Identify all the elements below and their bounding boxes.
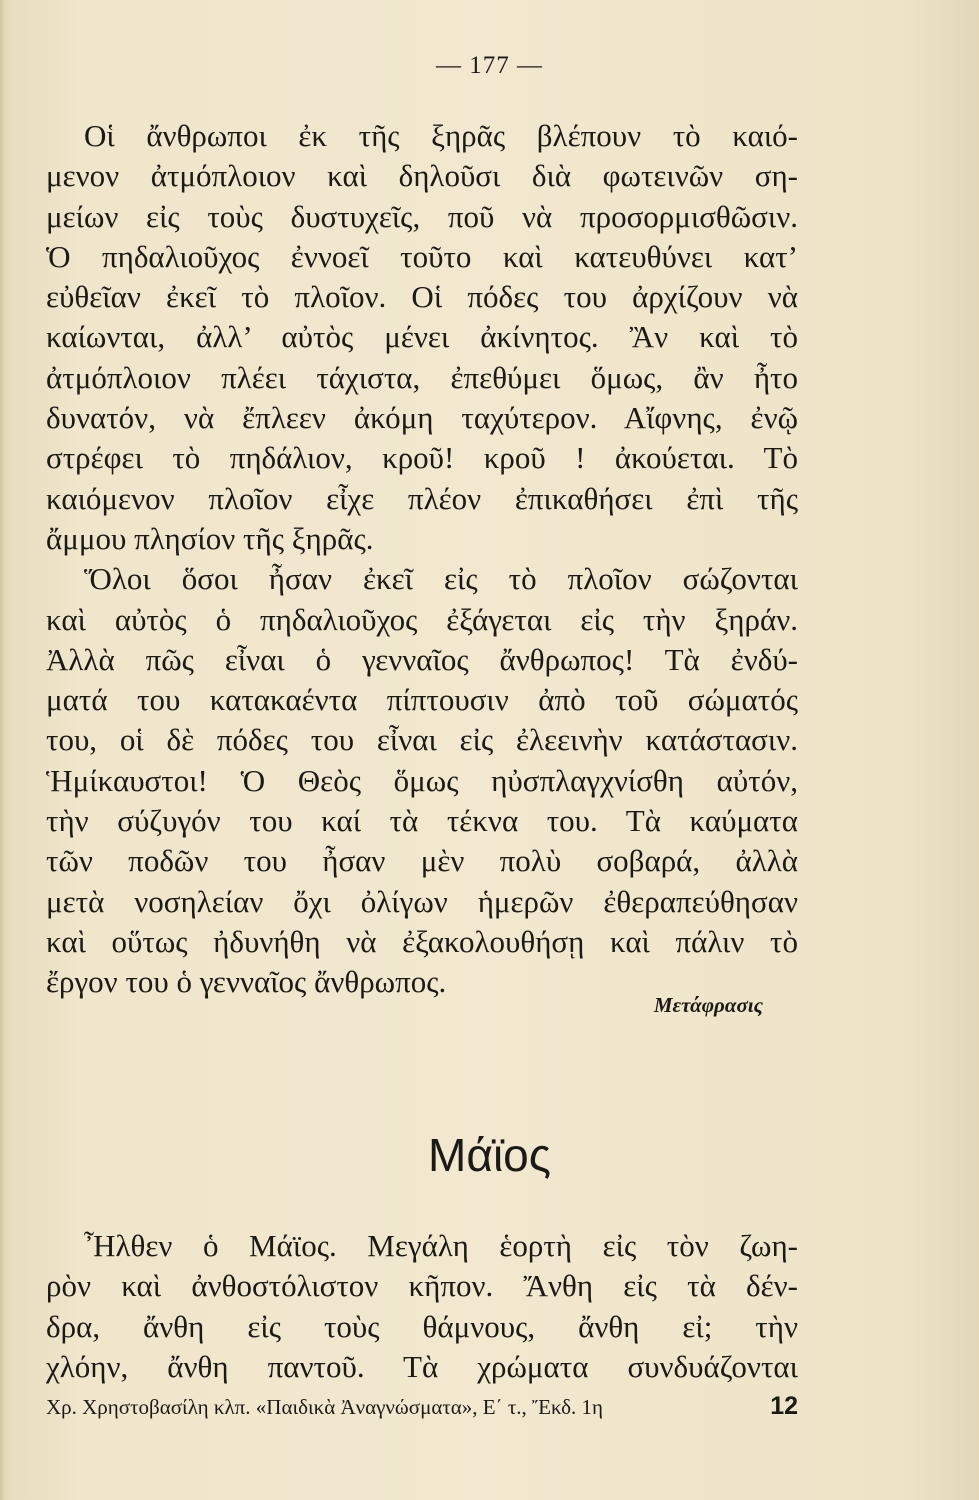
text-line: ἔργον του ὁ γενναῖος ἄνθρωπος. [46,964,447,1000]
text-line: Ἀλλὰ πῶς εἶναι ὁ γενναῖος ἄνθρωπος! Τὰ ἐνδύ- [46,641,798,677]
text-line: Ὁ πηδαλιοῦχος ἐννοεῖ τοῦτο καὶ κατευθύνει κατ’ [46,238,798,274]
book-citation: Χρ. Χρηστοβασίλη κλπ. «Παιδικὰ Ἀναγνώσματα», Ε΄ τ., Ἔκδ. 1η [46,1395,604,1419]
text-line: καιόμενον πλοῖον εἶχε πλέον ἐπικαθήσει ἐπὶ τῆς [46,480,798,516]
printer-signature-number: 12 [770,1392,798,1420]
text-line: καίωνται, ἀλλ’ αὐτὸς μένει ἀκίνητος. Ἂν καὶ τὸ [46,319,798,355]
text-line: καὶ οὕτως ἠδυνήθη νὰ ἐξακολουθήσῃ καὶ πάλιν τὸ [46,923,798,959]
text-line: εὐθεῖαν ἐκεῖ τὸ πλοῖον. Οἱ πόδες του ἀρχίζουν νὰ [46,279,798,315]
text-line: μετὰ νοσηλείαν ὄχι ὀλίγων ἡμερῶν ἐθεραπεύθησαν [46,883,798,919]
section-title: Μάϊος [428,1129,551,1181]
text-line: μενον ἀτμόπλοιον καὶ δηλοῦσι διὰ φωτεινῶν ση- [46,158,798,194]
text-line: τῶν ποδῶν του ἦσαν μὲν πολὺ σοβαρά, ἀλλὰ [46,843,798,879]
text-line: ἀτμόπλοιον πλέει τάχιστα, ἐπεθύμει ὅμως, ἂν ἦτο [46,359,798,395]
text-line: ματά του κατακαέντα πίπτουσιν ἀπὸ τοῦ σώματός [46,682,798,718]
text-line: ρὸν καὶ ἀνθοστόλιστον κῆπον. Ἄνθη εἰς τὰ δέν- [46,1268,798,1304]
text-line: Ἦλθεν ὁ Μάϊος. Μεγάλη ἑορτὴ εἰς τὸν ζωη- [84,1228,798,1263]
section-text [46,1226,798,1387]
text-line: Ὅλοι ὅσοι ἦσαν ἐκεῖ εἰς τὸ πλοῖον σώζονται [84,561,798,597]
text-line: καὶ αὐτὸς ὁ πηδαλιοῦχος ἐξάγεται εἰς τὴν ξηράν. [46,601,798,637]
text-line: Ἡμίκαυστοι! Ὁ Θεὸς ὅμως ηὐσπλαγχνίσθη αὐτόν, [46,762,798,798]
binding-shadow [0,0,6,1500]
text-line: του, οἱ δὲ πόδες του εἶναι εἰς ἐλεεινὴν κατάστασιν. [46,722,798,758]
text-line: τὴν σύζυγόν του καί τὰ τέκνα του. Τὰ καύματα [46,803,798,839]
story-text [46,116,798,1003]
text-line: δυνατόν, νὰ ἔπλεεν ἀκόμη ταχύτερον. Αἴφνης, ἐνῷ [46,400,798,436]
text-line: ἄμμου πλησίον τῆς ξηρᾶς. [46,520,374,556]
page-footer [46,1392,798,1421]
text-line: χλόην, ἄνθη παντοῦ. Τὰ χρώματα συνδυάζονται [46,1348,798,1384]
translation-credit: Μετάφρασις [653,993,763,1017]
text-line: δρα, ἄνθη εἰς τοὺς θάμνους, ἄνθη εἰ; τὴν [46,1308,798,1344]
text-line: μείων εἰς τοὺς δυστυχεῖς, ποῦ νὰ προσορμισθῶσιν. [46,198,798,234]
text-line: στρέφει τὸ πηδάλιον, κροῦ! κροῦ ! ἀκούεται. Τὸ [46,440,798,476]
text-line: Οἱ ἄνθρωποι ἐκ τῆς ξηρᾶς βλέπουν τὸ καιό- [84,118,798,153]
page-number: — 177 — [436,52,543,79]
